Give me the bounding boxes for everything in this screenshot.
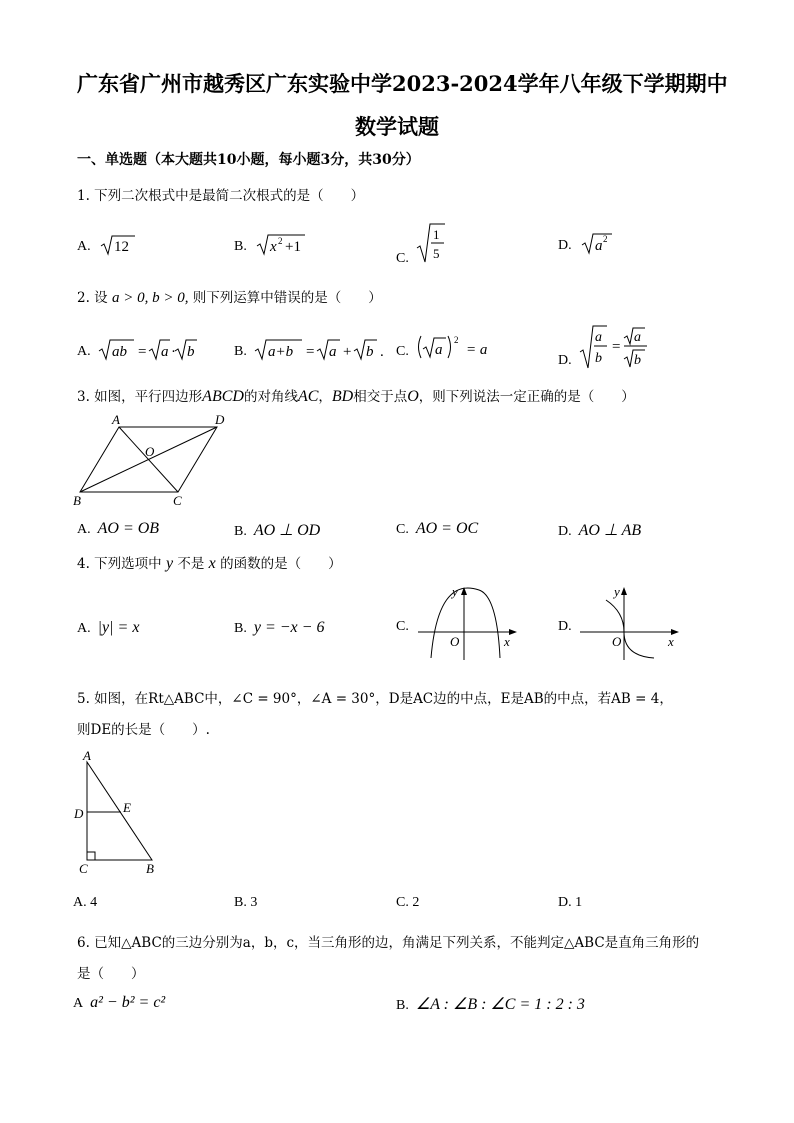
q3-option-b: B. AO ⊥ OD	[234, 522, 321, 539]
sqrt-fraction	[416, 222, 446, 264]
q1-option-d	[558, 231, 613, 255]
question-5-line1: 5. 如图，在Rt△ABC中，∠C = 90°，∠A = 30°，D是AC边的中点，E是AB的中点，若AB = 4，	[77, 691, 673, 707]
option-label: D.	[558, 353, 572, 368]
formula-c	[416, 333, 506, 361]
axis-y-label: y	[614, 584, 620, 599]
right-triangle-figure	[70, 748, 170, 876]
question-6-line1: 6. 已知△ABC的三边分别为a，b，c，当三角形的边，角满足下列关系，不能判定△ABC是直角三角形的	[77, 935, 700, 951]
label-d: D	[74, 806, 84, 821]
svg-text:a: a	[435, 342, 443, 358]
radicand: a	[595, 238, 603, 254]
parallelogram-figure	[70, 410, 230, 510]
label-c: C	[173, 493, 182, 508]
radicand: 12	[114, 239, 130, 255]
option-label: A.	[77, 239, 91, 254]
section-title: 一、单选题（本大题共10小题，每小题3分，共30分）	[77, 152, 420, 168]
q1-option-c	[396, 222, 446, 264]
svg-text:=: =	[612, 339, 621, 355]
q2-option-a	[77, 337, 198, 361]
q6-option-a: A a² − b² = c²	[73, 994, 166, 1011]
svg-text:a: a	[329, 344, 337, 360]
stem-text: 2. 设	[77, 290, 108, 306]
numerator: 1	[433, 227, 440, 242]
radicand-plus-one: +1	[285, 239, 302, 255]
svg-text:a: a	[161, 344, 169, 360]
q4-option-c-label: C.	[396, 619, 409, 634]
q5-option-b: B. 3	[234, 895, 258, 910]
stem-text: ，则下列说法一定正确的是（ ）	[418, 389, 635, 405]
q4-option-a: A. |y| = x	[77, 619, 140, 636]
q1-option-a	[77, 234, 136, 256]
svg-text:+: +	[343, 344, 352, 360]
q3-option-a: A. AO = OB	[77, 520, 160, 537]
sqrt-symbol	[256, 232, 306, 256]
svg-text:2: 2	[454, 335, 459, 345]
sqrt-symbol	[100, 234, 136, 256]
label-b: B	[73, 493, 81, 508]
q5-option-c: C. 2	[396, 895, 420, 910]
svg-text:= a: = a	[466, 342, 488, 358]
svg-text:ab: ab	[112, 344, 128, 360]
origin-label: O	[450, 634, 460, 649]
stem-text: 相交于点	[353, 389, 408, 405]
q6-option-b: B. ∠A : ∠B : ∠C = 1 : 2 : 3	[396, 996, 585, 1013]
option-label: C.	[396, 344, 409, 359]
svg-text:b: b	[595, 351, 603, 366]
label-d: D	[215, 412, 225, 427]
svg-text:a+b: a+b	[268, 344, 294, 360]
label-a: A	[112, 412, 120, 427]
axis-y-label: y	[452, 584, 458, 599]
svg-text:a: a	[595, 330, 603, 345]
exponent: 2	[603, 234, 608, 244]
denominator: 5	[433, 246, 440, 261]
svg-text:=: =	[138, 344, 147, 360]
label-c: C	[79, 861, 88, 876]
math-ac: AC	[297, 388, 319, 405]
option-label: B.	[234, 344, 247, 359]
svg-text:b: b	[366, 344, 374, 360]
q4-option-d-label: D.	[558, 619, 572, 634]
graph-downward-parabola	[414, 584, 524, 664]
svg-text:b: b	[187, 344, 195, 360]
exponent: 2	[278, 236, 283, 246]
svg-text:·: ·	[171, 344, 177, 360]
svg-text:a: a	[634, 330, 642, 345]
q3-option-d: D. AO ⊥ AB	[558, 522, 642, 539]
label-a: A	[83, 748, 91, 763]
stem-text: 的对角线	[243, 389, 298, 405]
axis-x-label: x	[668, 634, 674, 649]
q2-option-d	[558, 324, 659, 370]
formula-b	[254, 337, 404, 361]
svg-text:b: b	[634, 353, 642, 368]
question-3-stem: 3. 如图，平行四边形ABCD的对角线AC，BD相交于点O，则下列说法一定正确的是（ ）	[77, 388, 635, 405]
stem-text: 则下列运算中错误的是（ ）	[192, 290, 382, 306]
sqrt-symbol	[581, 231, 613, 255]
stem-text: 3. 如图，平行四边形	[77, 389, 203, 405]
formula-d	[579, 324, 659, 370]
q2-option-c	[396, 333, 506, 361]
math-abcd: ABCD	[202, 388, 244, 405]
question-1-stem: 1. 下列二次根式中是最简二次根式的是（ ）	[77, 188, 365, 204]
page-title: 广东省广州市越秀区广东实验中学2023-2024学年八年级下学期期中	[77, 71, 728, 96]
q1-option-b	[234, 232, 306, 256]
q3-option-c: C. AO = OC	[396, 520, 479, 537]
origin-label: O	[612, 634, 622, 649]
radicand-x: x	[270, 239, 278, 255]
option-label: C.	[396, 251, 409, 266]
option-label: D.	[558, 238, 572, 253]
label-b: B	[146, 861, 154, 876]
question-5-line2: 则DE的长是（ ）.	[77, 722, 210, 738]
math-o: O	[407, 388, 419, 405]
math-bd: BD	[331, 388, 354, 405]
q2-option-b	[234, 337, 404, 361]
label-o: O	[145, 444, 155, 459]
q5-option-d: D. 1	[558, 895, 583, 910]
axis-x-label: x	[504, 634, 510, 649]
graph-decreasing-curve	[576, 584, 686, 664]
q4-option-b: B. y = −x − 6	[234, 619, 325, 636]
formula-a	[98, 337, 198, 361]
option-label: A.	[77, 344, 91, 359]
q5-option-a: A. 4	[73, 895, 98, 910]
question-2-stem	[77, 286, 382, 307]
option-label: B.	[234, 239, 247, 254]
condition: a > 0, b > 0,	[111, 290, 189, 306]
svg-text:.: .	[380, 344, 385, 360]
label-e: E	[123, 800, 131, 815]
svg-text:=: =	[306, 344, 315, 360]
question-6-line2: 是（ ）	[77, 966, 145, 982]
question-4-stem: 4. 下列选项中 y 不是 x 的函数的是（ ）	[77, 555, 342, 572]
page-subtitle: 数学试题	[355, 114, 439, 139]
